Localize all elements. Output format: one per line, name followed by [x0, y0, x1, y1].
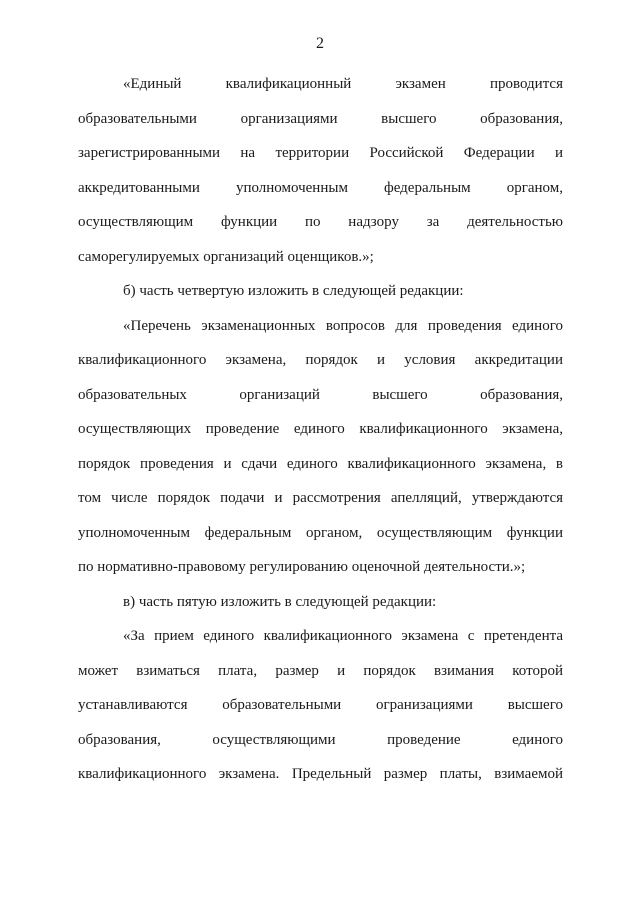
text-line: аккредитованными уполномоченным федеральным органом,	[78, 179, 563, 196]
text-line: в) часть пятую изложить в следующей редакции:	[123, 593, 437, 610]
page-number: 2	[316, 35, 324, 52]
text-line: образовательных организаций высшего образования,	[78, 386, 563, 403]
text-line: может взиматься плата, размер и порядок взимания которой	[78, 662, 563, 679]
text-line: квалификационного экзамена. Предельный размер платы, взимаемой	[78, 766, 563, 782]
text-line: по нормативно-правовому регулированию оценочной деятельности.»;	[78, 559, 526, 575]
paragraph	[78, 585, 563, 620]
text-line: образовательными организациями высшего образования,	[78, 110, 563, 127]
text-line: б) часть четвертую изложить в следующей редакции:	[123, 283, 464, 299]
text-line: саморегулируемых организаций оценщиков.»;	[78, 248, 374, 265]
paragraph	[78, 619, 563, 792]
text-line: устанавливаются образовательными огранизациями высшего	[78, 697, 563, 713]
text-line: осуществляющим функции по надзору за деятельностью	[78, 214, 563, 230]
text-line: порядок проведения и сдачи единого квалификационного экзамена, в	[78, 455, 563, 472]
text-line: уполномоченным федеральным органом, осуществляющим функции	[78, 524, 563, 541]
text-line: зарегистрированными на территории Российской Федерации и	[78, 145, 563, 161]
text-line: том числе порядок подачи и рассмотрения апелляций, утверждаются	[78, 490, 563, 506]
text-line: квалификационного экзамена, порядок и условия аккредитации	[78, 352, 563, 368]
text-line: «За прием единого квалификационного экзамена с претендента	[123, 628, 563, 644]
text-line: «Перечень экзаменационных вопросов для проведения единого	[123, 317, 563, 334]
text-line: образования, осуществляющими проведение единого	[78, 731, 563, 748]
text-line: осуществляющих проведение единого квалификационного экзамена,	[78, 421, 563, 437]
text-line: «Единый квалификационный экзамен проводится	[123, 76, 563, 92]
paragraph	[78, 274, 563, 309]
paragraph	[78, 309, 563, 585]
paragraph	[78, 67, 563, 274]
document-body	[78, 67, 563, 792]
